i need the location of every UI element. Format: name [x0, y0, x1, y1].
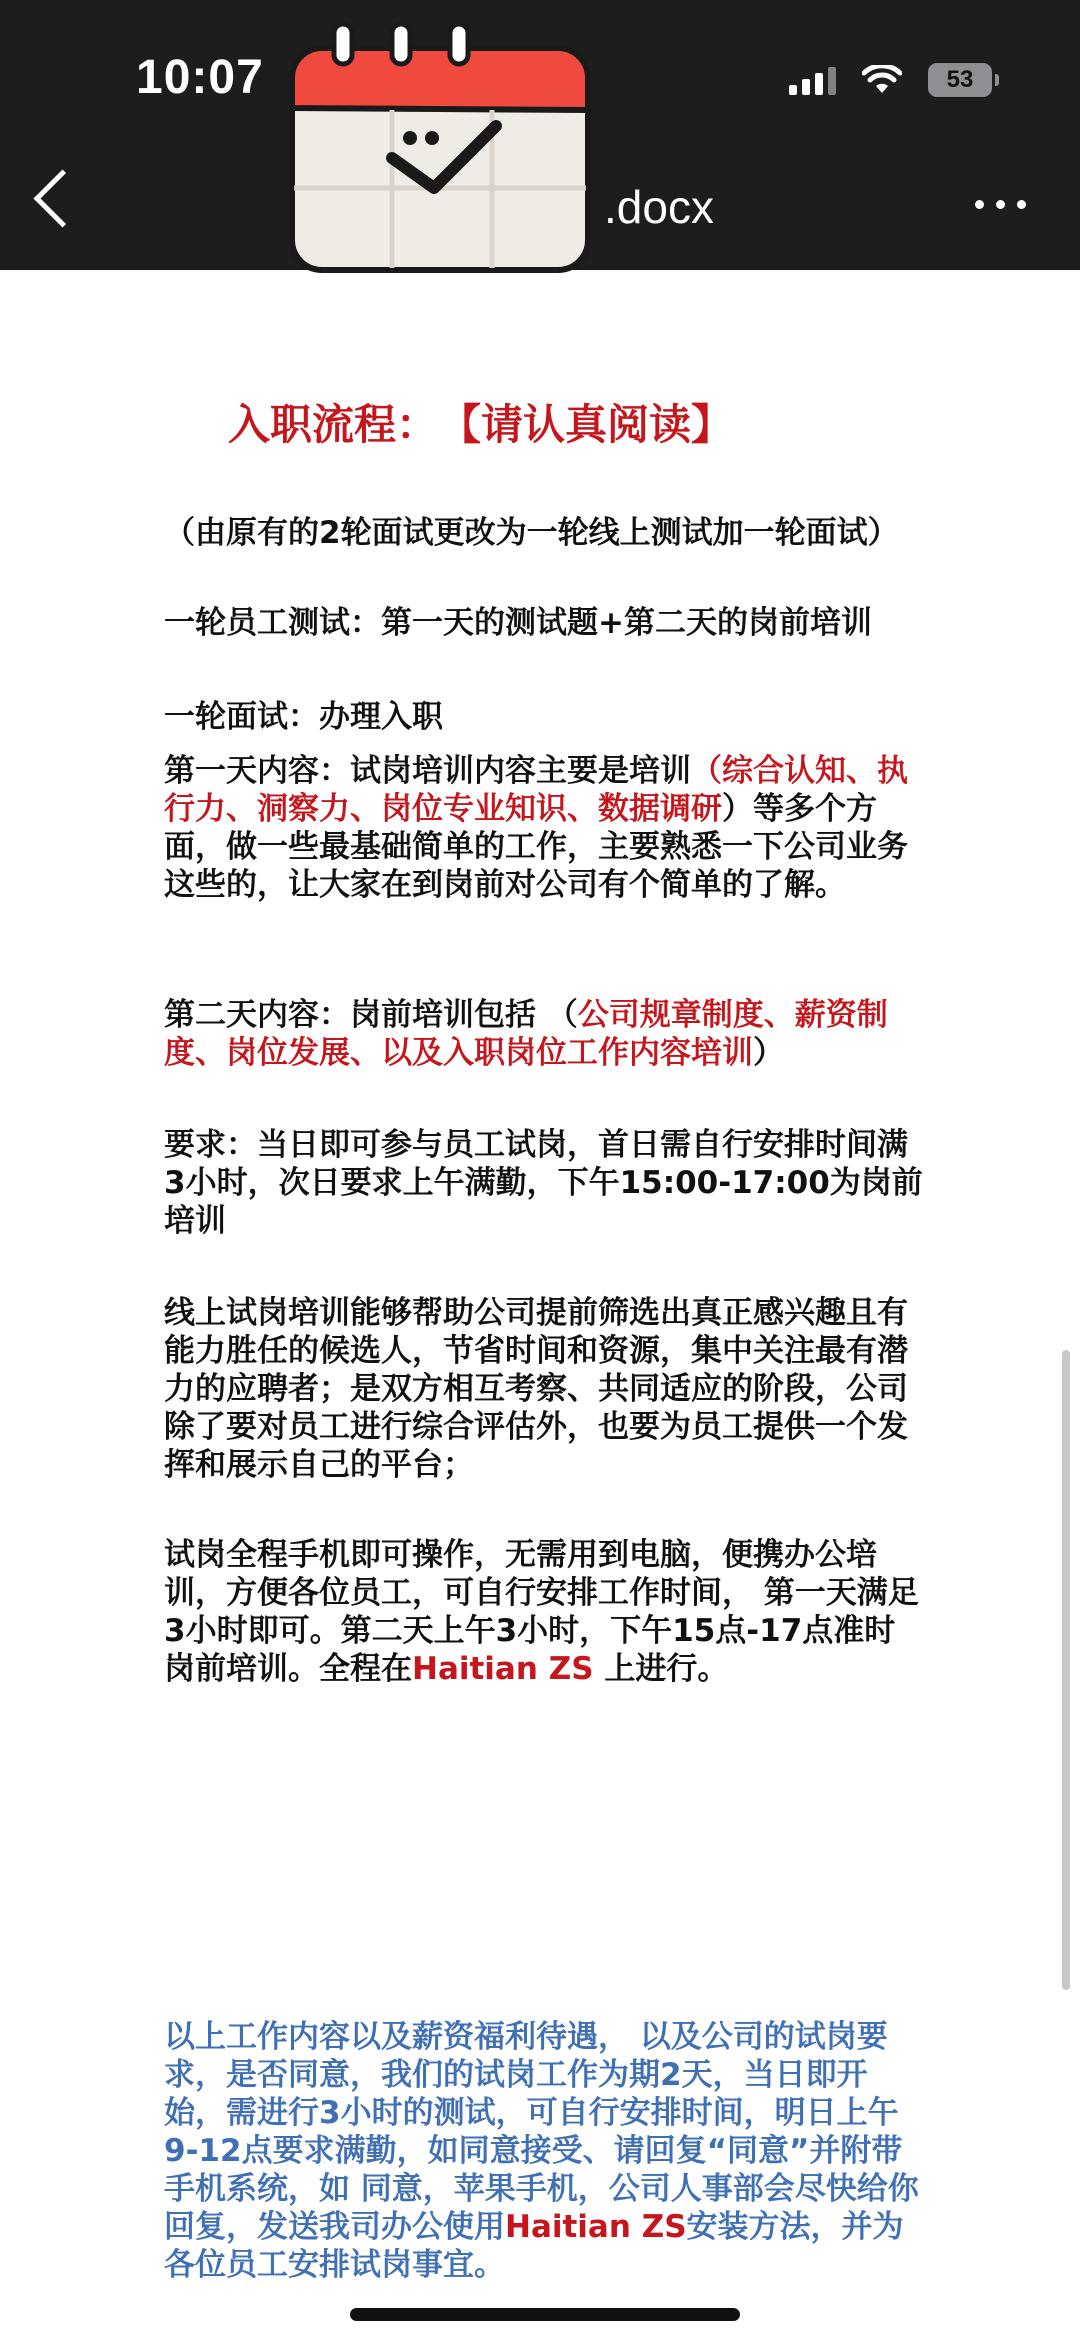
battery-icon — [928, 63, 992, 97]
app-name-highlight: Haitian ZS — [412, 1651, 594, 1687]
scrollbar[interactable] — [1062, 1350, 1070, 1990]
paragraph-day-one — [164, 752, 924, 904]
battery-level: 53 — [946, 66, 974, 93]
heading-title: 入职流程： — [228, 400, 439, 449]
wifi-icon — [862, 65, 902, 95]
paragraph-benefits: 线上试岗培训能够帮助公司提前筛选出真正感兴趣且有能力胜任的候选人，节省时间和资源，集中关注最有潜力的应聘者；是双方相互考察、共同适应的阶段，公司除了要对员工进行综合评估外，也要为员工提供一个发挥和展示自己的平台； — [164, 1295, 908, 1483]
paragraph-test-round: 一轮员工测试：第一天的测试题+第二天的岗前培训 — [164, 605, 872, 641]
day-two-suffix: ） — [753, 1035, 784, 1071]
confirmation-text-end: 安装方法，并为各位员工安排试岗事宜。 — [164, 2209, 904, 2283]
confirmation-text: 以上工作内容以及薪资福利待遇， 以及公司的试岗要求，是否同意，我们的试岗工作为期2天，当日即开始，需进行3小时的测试，可自行安排时间，明日上午9-12点要求满勤，如同意接受、请回复“同意”并附带手机系统，如 同意，苹果手机，公司人事部会尽快给你回复，发送我司办公使用 — [164, 2019, 919, 2245]
paragraph-mobile-work — [164, 1536, 924, 1688]
day-one-prefix: 第一天内容：试岗培训内容主要是培训 — [164, 753, 691, 789]
status-time: 10:07 — [136, 51, 264, 104]
paragraph-interview-round: 一轮面试：办理入职 — [164, 699, 443, 735]
document-heading — [228, 392, 733, 452]
mobile-work-prefix: 试岗全程手机即可操作，无需用到电脑，便携办公培训，方便各位员工，可自行安排工作时间， 第一天满足3小时即可。第二天上午3小时，下午15点-17点准时岗前培训。全程在 — [164, 1537, 919, 1687]
mobile-work-suffix: 上进行。 — [593, 1651, 729, 1687]
app-name-highlight-2: Haitian ZS — [505, 2209, 687, 2245]
heading-note: 【请认真阅读】 — [460, 400, 734, 449]
home-indicator[interactable] — [350, 2308, 740, 2321]
paragraph-day-two — [164, 996, 924, 1072]
paragraph-confirmation — [164, 2018, 924, 2284]
more-options-icon[interactable] — [975, 200, 1026, 209]
day-two-prefix: 第二天内容：岗前培训包括 （ — [164, 997, 578, 1033]
top-bar — [0, 0, 1080, 270]
calendar-sticker-icon — [282, 18, 602, 280]
day-two-highlight: 公司规章制度、薪资制度、岗位发展、以及入职岗位工作内容培训 — [164, 997, 888, 1071]
back-arrow-icon[interactable] — [34, 170, 92, 228]
day-one-suffix: ）等多个方面，做一些最基础简单的工作，主要熟悉一下公司业务这些的，让大家在到岗前对公司有个简单的了解。 — [164, 791, 908, 903]
document-title: .docx — [604, 181, 714, 233]
day-one-highlight: （综合认知、执行力、洞察力、岗位专业知识、数据调研 — [164, 753, 908, 827]
cellular-signal-icon — [789, 65, 836, 95]
paragraph-intro: （由原有的2轮面试更改为一轮线上测试加一轮面试） — [164, 515, 899, 551]
status-icons — [789, 56, 992, 104]
paragraph-requirements: 要求：当日即可参与员工试岗，首日需自行安排时间满3小时，次日要求上午满勤，下午15:00-17:00为岗前培训 — [164, 1127, 923, 1239]
